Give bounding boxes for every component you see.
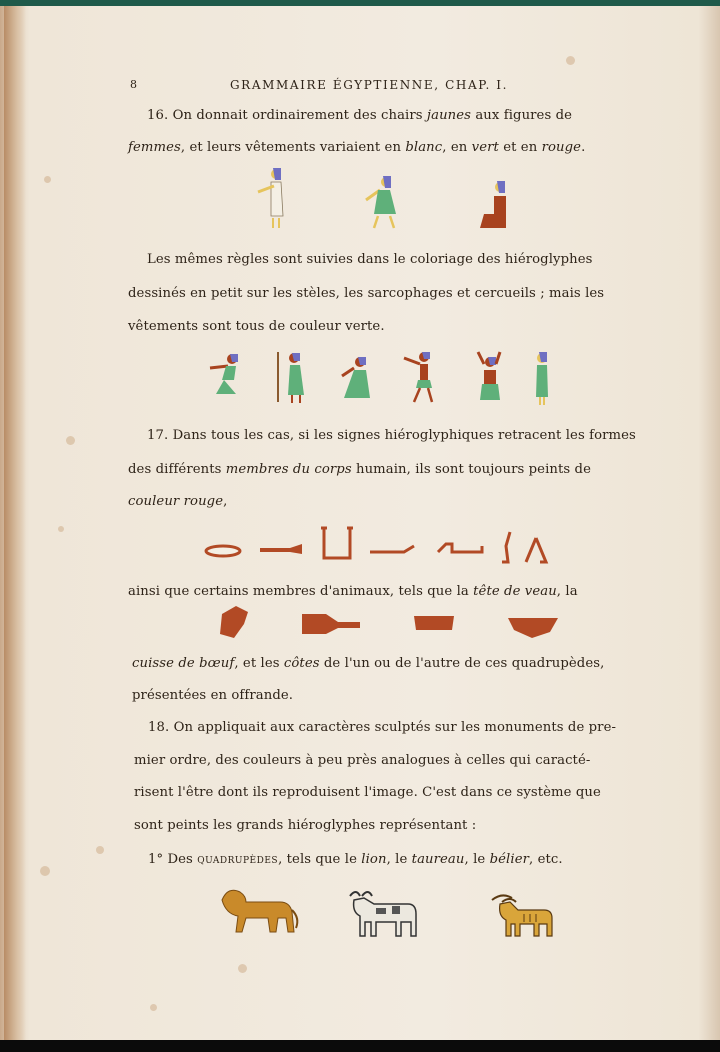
figure-staff-icon: [272, 350, 308, 404]
foxing-spot: [58, 526, 64, 532]
section16-line4: dessinés en petit sur les stèles, les sarcophages et cercueils ; mais les: [128, 286, 605, 301]
bull-icon: [346, 888, 422, 938]
section17-line1: 17. Dans tous les cas, si les signes hiéroglyphiques retracent les formes: [147, 428, 636, 443]
foxing-spot: [44, 176, 51, 183]
figure-pointing-icon: [206, 350, 242, 398]
calf-head-icon: [214, 604, 254, 640]
foxing-spot: [96, 846, 104, 854]
mouth-icon: [203, 542, 243, 560]
figure-walking-icon: [400, 350, 436, 404]
forearm-icon: [368, 542, 420, 560]
section16-line3: Les mêmes règles sont suivies dans le coloriage des hiéroglyphes: [147, 252, 593, 267]
foxing-spot: [66, 436, 75, 445]
page-number: 8: [130, 78, 138, 91]
ox-thigh-icon: [300, 608, 364, 636]
section16-line2: femmes, et leurs vêtements variaient en blanc, en vert et en rouge.: [128, 140, 586, 155]
woman-white-garment-icon: [252, 164, 294, 230]
section18-line2: mier ordre, des couleurs à peu près analogues à celles qui caracté-: [134, 753, 591, 768]
section17-line2: des différents membres du corps humain, ils sont toujours peints de: [128, 462, 591, 477]
kneeling-woman-red-icon: [478, 178, 512, 232]
foxing-spot: [150, 1004, 157, 1011]
rib-piece-icon: [506, 612, 560, 640]
page-spine-shadow: [4, 6, 26, 1040]
rib-icon: [412, 612, 456, 634]
leg-icon: [498, 530, 518, 566]
section17-line3: couleur rouge,: [128, 494, 228, 509]
foxing-spot: [238, 964, 247, 973]
arm-icon: [258, 540, 306, 558]
section18-line5: 1° Des quadrupèdes, tels que le lion, le taureau, le bélier, etc.: [148, 852, 563, 867]
book-page: [0, 6, 720, 1040]
section16-line1: 16. On donnait ordinairement des chairs jaunes aux figures de: [147, 108, 573, 123]
ram-icon: [490, 892, 560, 940]
running-head: GRAMMAIRE ÉGYPTIENNE, CHAP. I.: [230, 78, 509, 92]
section16-line5: vêtements sont tous de couleur verte.: [128, 319, 385, 334]
lion-icon: [216, 884, 302, 936]
woman-green-garment-icon: [360, 172, 404, 232]
hand-arm-icon: [436, 538, 490, 558]
foxing-spot: [40, 866, 50, 876]
figure-kneeling-icon: [338, 354, 374, 402]
figure-arms-raised-icon: [470, 350, 506, 404]
foxing-spot: [566, 56, 575, 65]
figure-standing-icon: [532, 350, 552, 406]
section17-line5: cuisse de bœuf, et les côtes de l'un ou de l'autre de ces quadrupèdes,: [132, 656, 605, 671]
legs-walking-icon: [522, 536, 552, 564]
section18-line4: sont peints les grands hiéroglyphes représentant :: [134, 818, 477, 833]
section17-line4: ainsi que certains membres d'animaux, tels que la tête de veau, la: [128, 584, 578, 599]
bottom-edge: [0, 1040, 720, 1052]
section18-line3: risent l'être dont ils reproduisent l'image. C'est dans ce système que: [134, 785, 601, 800]
section17-line6: présentées en offrande.: [132, 688, 294, 703]
raised-arms-icon: [318, 526, 356, 562]
section18-line1: 18. On appliquait aux caractères sculptés sur les monuments de pre-: [148, 720, 617, 735]
